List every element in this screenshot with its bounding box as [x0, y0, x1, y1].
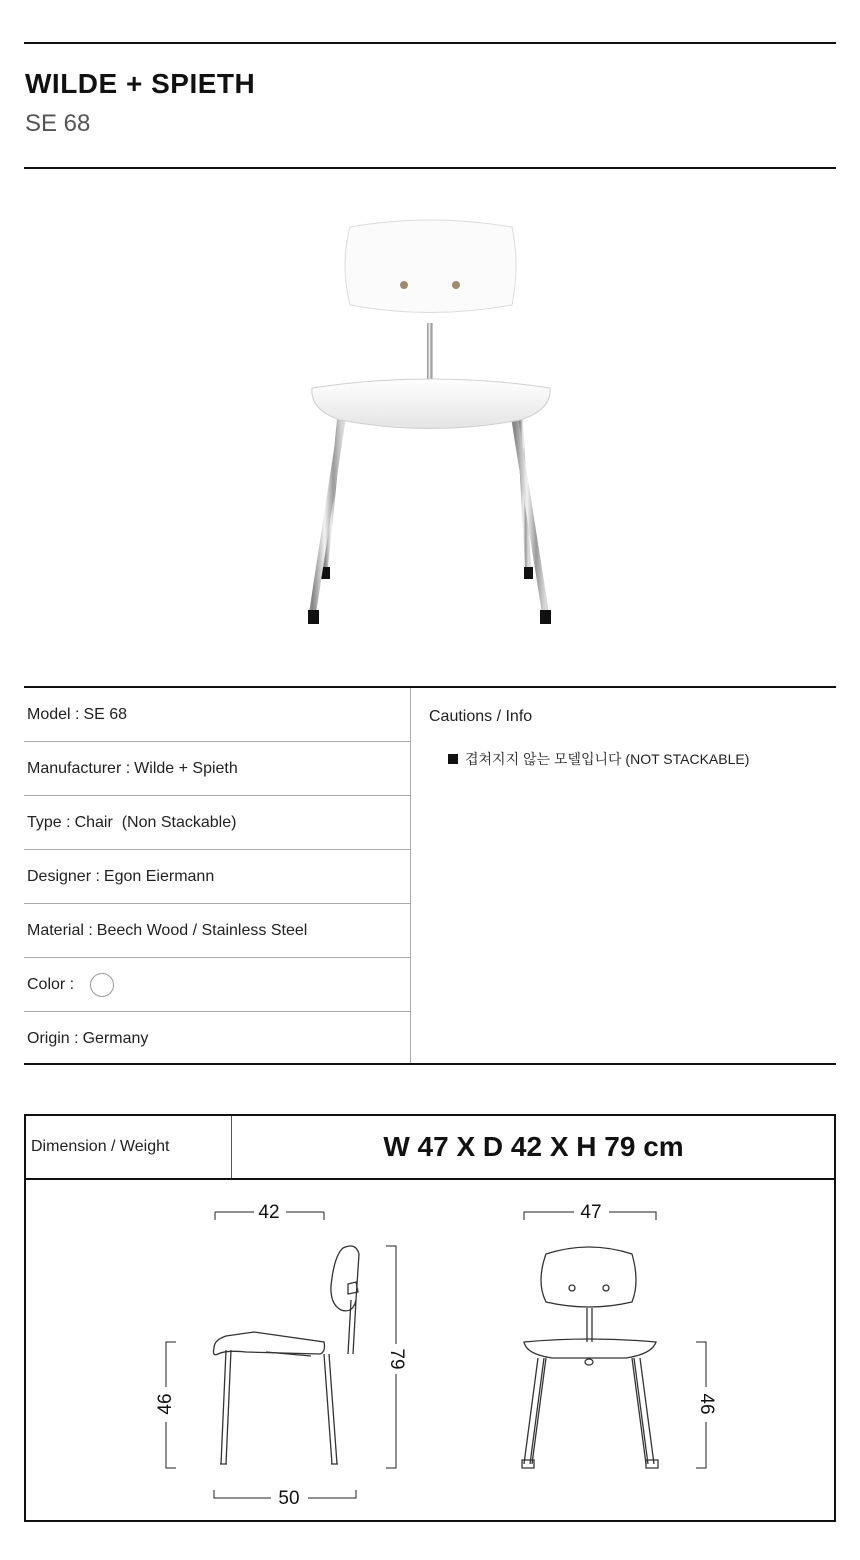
spec-row-type	[24, 796, 410, 850]
spec-label-manufacturer: Manufacturer :	[27, 759, 131, 777]
side-base-depth-label: 50	[278, 1488, 300, 1509]
dimension-drawing	[26, 1182, 834, 1520]
square-bullet-icon	[448, 754, 458, 764]
spec-value-model: SE 68	[83, 705, 128, 723]
front-leg-left	[313, 420, 342, 610]
spec-label-origin: Origin :	[27, 1030, 79, 1047]
front-width-label: 47	[580, 1202, 602, 1223]
spec-table	[24, 686, 836, 1065]
spec-row-designer	[24, 850, 410, 904]
front-chair-outline	[522, 1247, 658, 1468]
spec-value-material: Beech Wood / Stainless Steel	[96, 921, 308, 939]
spec-value-designer: Egon Eiermann	[103, 867, 215, 885]
header-bottom-rule	[24, 167, 836, 169]
spec-label-material: Material :	[27, 921, 93, 939]
spec-value-origin: Germany	[82, 1030, 149, 1047]
spec-row-model	[24, 688, 410, 742]
chair-backrest	[345, 220, 516, 313]
dimension-header	[26, 1116, 834, 1180]
color-swatch	[90, 973, 114, 997]
backrest-bolt-right	[452, 281, 460, 289]
dimension-label: Dimension / Weight	[26, 1116, 232, 1178]
spec-label-type: Type :	[27, 813, 71, 831]
dimension-value: W 47 X D 42 X H 79 cm	[383, 1131, 684, 1162]
spec-label-color: Color :	[27, 975, 75, 993]
cautions-panel	[412, 688, 836, 1063]
chair-seat	[312, 379, 550, 429]
front-foot-left	[308, 610, 319, 624]
model-subtitle: SE 68	[25, 110, 91, 137]
front-seat-height-label: 46	[695, 1393, 717, 1415]
side-height-label: 79	[385, 1348, 407, 1370]
brand-title: WILDE + SPIETH	[25, 68, 256, 99]
caution-text: 겹쳐지지 않는 모델입니다 (NOT STACKABLE)	[465, 751, 750, 767]
spec-list	[24, 688, 411, 1063]
caution-item	[448, 749, 749, 769]
spec-row-origin	[24, 1012, 410, 1066]
spec-label-designer: Designer :	[27, 867, 100, 885]
side-seat-height-label: 46	[155, 1393, 177, 1415]
rear-foot-right	[524, 567, 533, 579]
dimension-box	[24, 1114, 836, 1522]
spec-row-manufacturer	[24, 742, 410, 796]
spec-value-manufacturer: Wilde + Spieth	[134, 759, 238, 777]
side-depth-label: 42	[258, 1202, 280, 1223]
front-foot-right	[540, 610, 551, 624]
product-image	[290, 205, 570, 645]
front-leg-right	[515, 420, 545, 610]
spec-row-color	[24, 958, 410, 1012]
spec-row-material	[24, 904, 410, 958]
side-chair-outline	[214, 1246, 360, 1464]
spec-label-model: Model :	[27, 705, 80, 723]
top-rule	[24, 42, 836, 44]
cautions-title: Cautions / Info	[429, 708, 533, 725]
backrest-bolt-left	[400, 281, 408, 289]
spec-value-type: Chair (Non Stackable)	[74, 813, 237, 831]
